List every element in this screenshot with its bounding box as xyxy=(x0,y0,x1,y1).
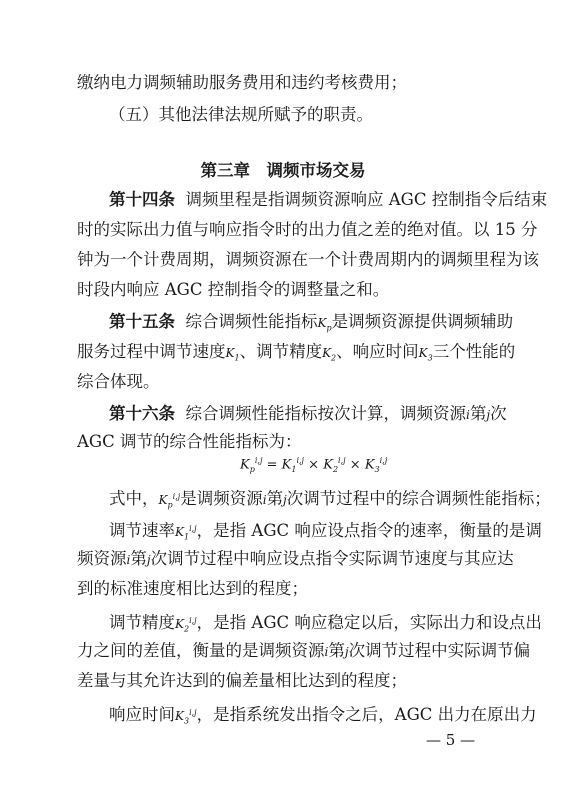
text-span: 综合调频性能指标按次计算，调频资源 xyxy=(185,404,466,423)
symbol: K xyxy=(175,525,184,539)
symbol: i,j xyxy=(254,456,263,465)
symbol: p xyxy=(249,464,255,474)
text-span: 、响应时间 xyxy=(336,342,419,361)
text-span: 式中， xyxy=(109,489,159,508)
symbol-k3-ij xyxy=(175,708,197,726)
symbol: 1 xyxy=(291,464,297,474)
text-line xyxy=(77,341,516,369)
text-span: 是调频资源 xyxy=(180,489,263,508)
text-span: 响应时间 xyxy=(109,705,175,724)
symbol: 1 xyxy=(183,532,190,542)
symbol-j: j xyxy=(486,408,491,422)
text-line: （五）其他法律法规所赋予的职责。 xyxy=(109,105,373,124)
symbol: i,j xyxy=(296,456,305,465)
text-span: 调节精度 xyxy=(109,613,175,632)
symbol: K xyxy=(225,346,235,360)
symbol-kp-ij xyxy=(158,492,181,510)
symbol: 2 xyxy=(332,464,339,474)
symbol: i,j xyxy=(189,708,197,717)
text-line: 时段内响应 AGC 控制指令的调整量之和。 xyxy=(77,280,390,299)
symbol-i: i xyxy=(324,645,329,659)
symbol: 2 xyxy=(183,624,190,634)
text-line xyxy=(109,702,537,732)
text-span: 频资源 xyxy=(77,549,127,568)
page-number: — 5 — xyxy=(426,731,476,749)
symbol-kp xyxy=(317,316,332,333)
symbol-i: i xyxy=(466,408,470,422)
symbol: = xyxy=(266,457,278,473)
symbol: 1 xyxy=(234,353,240,363)
symbol: K xyxy=(364,457,375,473)
symbol: K xyxy=(175,709,184,723)
symbol: 3 xyxy=(374,464,380,474)
text-span: ，是指 AGC 响应设点指令的速率，衡量的是调 xyxy=(196,521,542,540)
text-span: 综合调频性能指标 xyxy=(185,312,318,331)
text-line: 综合体现。 xyxy=(77,372,160,391)
symbol: i,j xyxy=(189,524,197,533)
symbol: i,j xyxy=(189,616,197,625)
symbol-i: i xyxy=(262,493,267,507)
article-14-heading: 第十四条 xyxy=(109,190,175,209)
text-line: 到的标准速度相比达到的程度； xyxy=(77,579,308,598)
symbol-k2 xyxy=(322,346,337,363)
symbol-j: j xyxy=(344,645,349,659)
text-span: 第 xyxy=(130,549,147,568)
symbol: p xyxy=(326,323,332,333)
text-span: 、调节精度 xyxy=(239,342,323,361)
symbol-k1-ij xyxy=(175,524,197,542)
text-span: 第 xyxy=(266,489,284,508)
text-line: 时的实际出力值与响应指令时的出力值之差的绝对值。以 15 分 xyxy=(77,220,538,239)
chapter-title: 第三章 调频市场交易 xyxy=(200,161,366,180)
symbol: K xyxy=(158,493,168,507)
symbol: K xyxy=(418,346,428,360)
symbol-j: j xyxy=(283,493,287,507)
text-line: AGC 调节的综合性能指标为： xyxy=(77,432,302,451)
symbol-j: j xyxy=(146,553,151,567)
symbol-k2-ij xyxy=(175,616,197,634)
text-line xyxy=(109,610,542,640)
text-span: 第 xyxy=(469,404,487,423)
text-span: 次调节过程中响应设点指令实际调节速度与其应达 xyxy=(150,549,514,568)
text-span: 力之间的差值，衡量的是调频资源 xyxy=(77,641,325,660)
text-span: 次 xyxy=(490,404,507,423)
article-15-line xyxy=(109,311,514,339)
symbol: p xyxy=(167,500,173,510)
text-span: 调节速率 xyxy=(109,521,175,540)
symbol: K xyxy=(322,346,332,360)
text-line: 缴纳电力调频辅助服务费用和违约考核费用； xyxy=(77,73,407,92)
article-15-heading: 第十五条 xyxy=(109,312,175,331)
text-line xyxy=(77,548,514,571)
symbol: K xyxy=(240,457,250,473)
text-span: ，是指系统发出指令之后，AGC 出力在原出力 xyxy=(196,705,537,724)
article-16-heading: 第十六条 xyxy=(109,404,175,423)
symbol-k3 xyxy=(418,346,433,363)
article-14-line xyxy=(109,189,548,211)
symbol: 3 xyxy=(427,353,433,363)
text-span: ，是指 AGC 响应稳定以后，实际出力和设点出 xyxy=(196,613,542,632)
text-span: 第 xyxy=(328,641,345,660)
symbol: 3 xyxy=(183,716,190,726)
symbol: × xyxy=(349,457,361,473)
text-line: 差量与其允许达到的偏差量相比达到的程度； xyxy=(77,671,407,690)
article-16-line xyxy=(109,403,507,426)
text-line xyxy=(77,640,531,663)
symbol-k1 xyxy=(225,346,240,363)
symbol: K xyxy=(317,316,327,330)
symbol: i,j xyxy=(338,456,346,465)
text-span: 服务过程中调节速度 xyxy=(77,342,226,361)
formula-kp xyxy=(240,456,387,474)
text-span: 次调节过程中实际调节偏 xyxy=(348,641,531,660)
text-span: 三个性能的 xyxy=(432,342,516,361)
symbol: K xyxy=(323,457,333,473)
text-line xyxy=(109,486,551,516)
text-span: 次调节过程中的综合调频性能指标； xyxy=(286,489,551,508)
symbol: i,j xyxy=(172,492,181,501)
text-line xyxy=(109,518,542,548)
symbol: i,j xyxy=(379,456,388,465)
symbol: 2 xyxy=(331,353,337,363)
symbol: K xyxy=(281,457,292,473)
symbol-i: i xyxy=(126,553,131,567)
text-span: 调频里程是指调频资源响应 AGC 控制指令后结束 xyxy=(185,190,548,209)
text-line: 钟为一个计费周期，调频资源在一个计费周期内的调频里程为该 xyxy=(77,250,539,269)
text-span: 是调频资源提供调频辅助 xyxy=(331,312,514,331)
symbol: K xyxy=(175,617,184,631)
symbol: × xyxy=(308,457,320,473)
